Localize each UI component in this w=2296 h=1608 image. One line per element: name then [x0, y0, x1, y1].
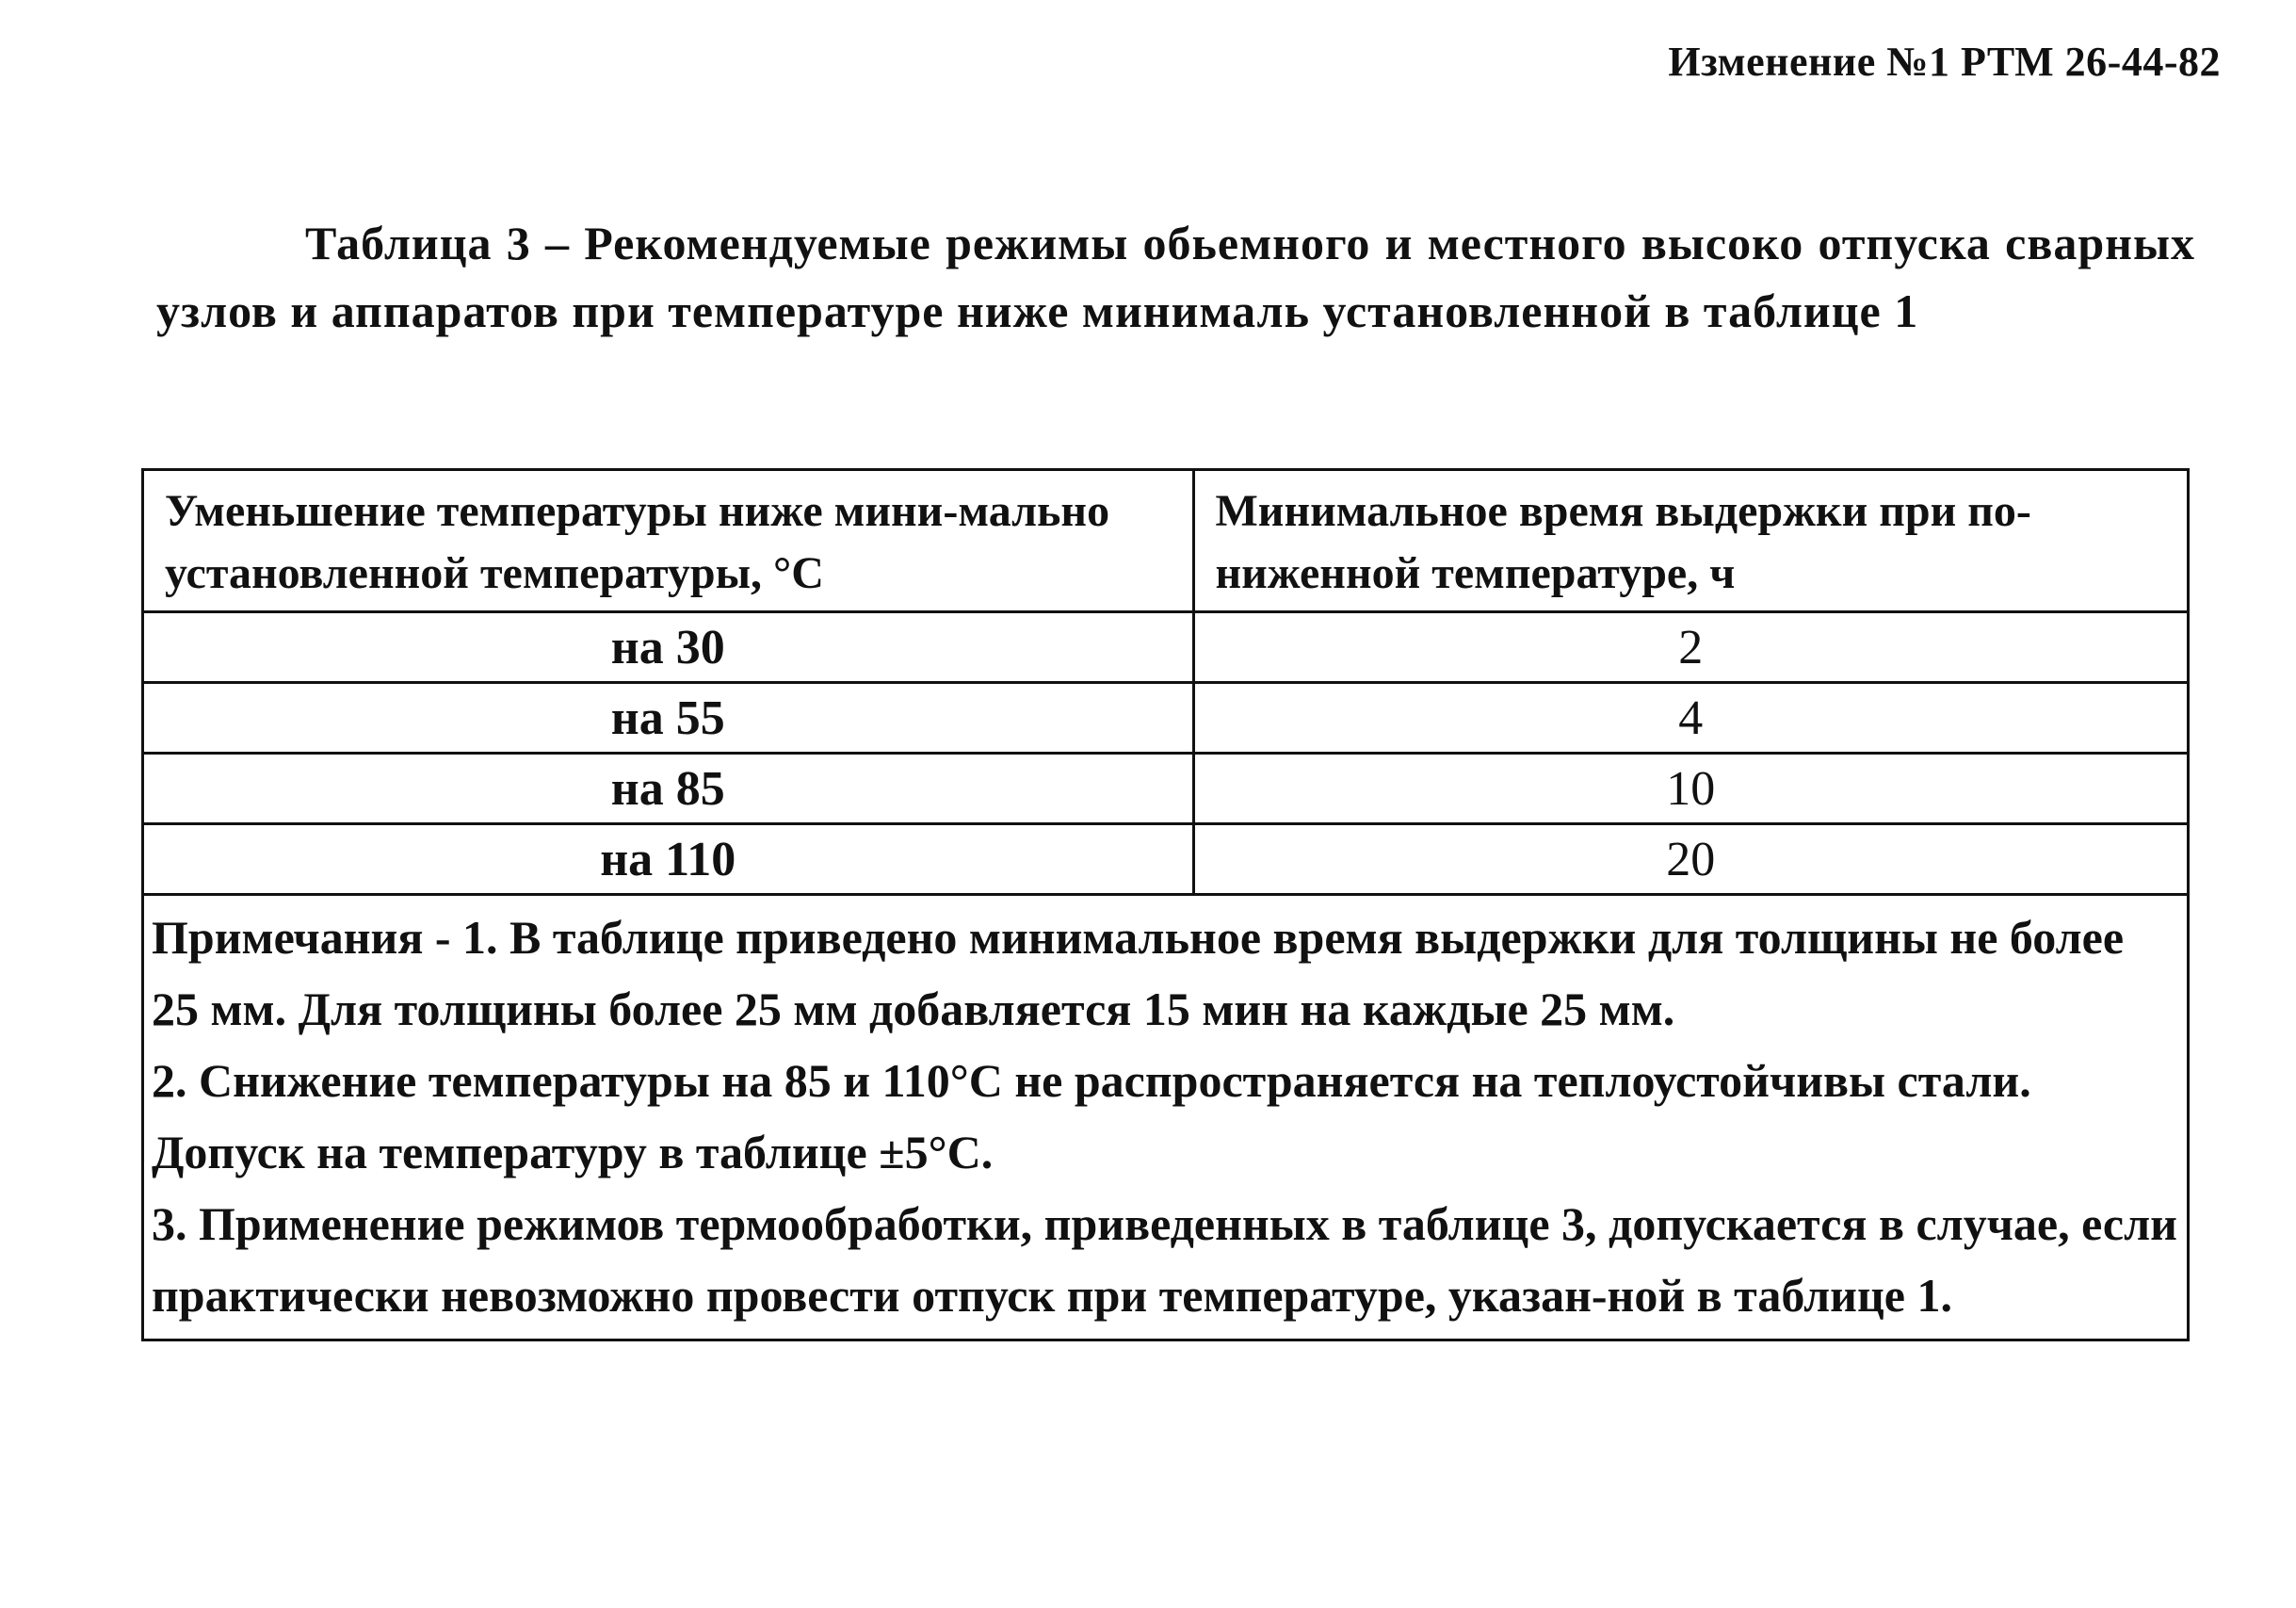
- note-3: 3. Применение режимов термообработки, приведенных в таблице 3, допускается в случае, если практически невозможно провести отпуск при температуре, указан-ной в таблице 1.: [152, 1197, 2177, 1322]
- note-2: 2. Снижение температуры на 85 и 110°С не распространяется на теплоустойчивы стали. Допуск на температуру в таблице ±5°С.: [152, 1054, 2031, 1178]
- document-header: Изменение №1 РТМ 26-44-82: [1668, 39, 2221, 85]
- table-caption: Таблица 3 – Рекомендуемые режимы обьемного и местного высоко отпуска сварных узлов и аппаратов при температуре ниже минималь установленной в таблице 1: [156, 217, 2195, 337]
- time-cell: 20: [1193, 824, 2187, 895]
- table-container: [141, 468, 2190, 1341]
- column-header-time: Минимальное время выдержки при по-ниженной температуре, ч: [1193, 471, 2187, 612]
- table-notes: [144, 896, 2187, 1339]
- table-header-row: [144, 471, 2187, 612]
- tempering-modes-table: [144, 471, 2187, 896]
- table-row: [144, 824, 2187, 895]
- time-cell: 2: [1193, 612, 2187, 683]
- table-row: [144, 612, 2187, 683]
- note-1: Примечания - 1. В таблице приведено минимальное время выдержки для толщины не более 25 мм. Для толщины более 25 мм добавляется 15 мин на каждые 25 мм.: [152, 911, 2125, 1035]
- reduction-cell: на 110: [144, 824, 1193, 895]
- time-cell: 10: [1193, 754, 2187, 824]
- reduction-cell: на 85: [144, 754, 1193, 824]
- table-row: [144, 754, 2187, 824]
- column-header-reduction: Уменьшение температуры ниже мини-мально установленной температуры, °С: [144, 471, 1193, 612]
- table-row: [144, 683, 2187, 754]
- time-cell: 4: [1193, 683, 2187, 754]
- reduction-cell: на 55: [144, 683, 1193, 754]
- reduction-cell: на 30: [144, 612, 1193, 683]
